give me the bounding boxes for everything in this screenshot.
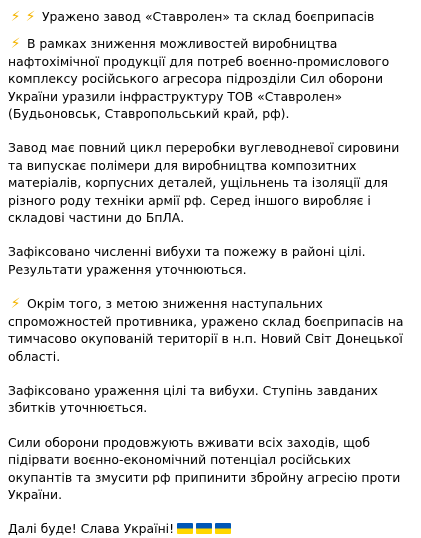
- lightning-icon: ⚡: [10, 9, 21, 25]
- lightning-icon: ⚡: [25, 9, 36, 25]
- paragraph-damage: Зафіксовано ураження цілі та вибухи. Ступінь завданих збитків уточнюється.: [8, 382, 378, 416]
- ukraine-flag-icon: [196, 523, 212, 534]
- ukraine-flag-icon: [177, 523, 193, 534]
- post-title: Уражено завод «Ставролен» та склад боєприпасів: [41, 9, 375, 24]
- paragraph-ammo-depot: [8, 295, 413, 365]
- paragraph-text: В рамках зниження можливостей виробництва нафтохімічної продукції для потреб воєнно-промислового комплексу російського агресора підрозділи Сил оборони України уразили інфраструктуру ТОВ «Ставролен» (Будьоновськ, Ставропольський край, рф).: [8, 36, 390, 122]
- paragraph-closing: [8, 520, 413, 537]
- paragraph-explosions: Зафіксовано численні вибухи та пожежу в районі цілі. Результати ураження уточнюються.: [8, 244, 366, 277]
- paragraph-infrastructure: [8, 35, 413, 122]
- closing-text: Далі буде! Слава Україні!: [8, 521, 175, 537]
- ukraine-flag-icon: [215, 523, 231, 534]
- post-title-line: [8, 8, 413, 25]
- lightning-icon: ⚡: [10, 296, 21, 313]
- lightning-icon: ⚡: [10, 36, 21, 53]
- paragraph-text: Окрім того, з метою зниження наступальних спроможностей противника, уражено склад боєприпасів на тимчасово окупованій території в н.п. Новий Світ Донецької області.: [8, 296, 404, 364]
- paragraph-plant: Завод має повний цикл переробки вуглеводневої сировини та випускає полімери для виробництва композитних матеріалів, корпусних деталей, ущільнень та ізоляції для різного роду техніки армії рф. Серед іншого виробляє і складові частини до БпЛА.: [8, 140, 400, 226]
- paragraph-defense-forces: Сили оборони продовжують вживати всіх заходів, щоб підірвати воєнно-економічний потенціал російських окупантів та змусити рф припинити збройну агресію проти України.: [8, 434, 401, 502]
